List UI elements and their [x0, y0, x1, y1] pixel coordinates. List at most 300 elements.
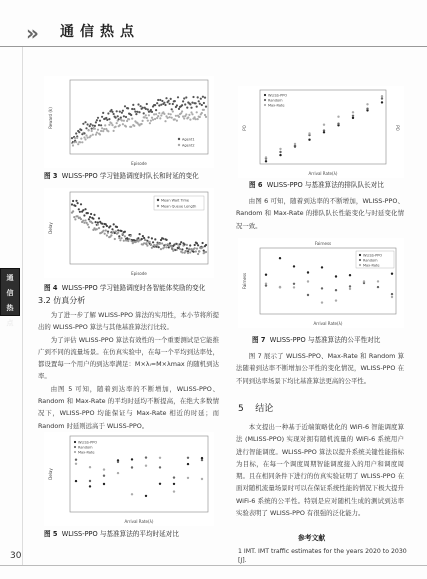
- paragraph: 本文提出一种基于近端策略优化的 WiFi-6 智能调度算法 (MLISS-PPO) 实现对拥有随机流量的 WiFi-6 系统用户进行智能调度。WLISS-PPO 算法以提升系统关键性能指标为目标，在每一个调度周期智能调度接入的用户和调度周期。且在相同条件下进行的仿真实验证明了 WLISS-PPO 在面对随机流量场景时可以在保证系统性能的情况下极大提升 WiFi-6 系统的公平性。特别是应对随机生成的测试到达率实验表明了 WLISS-PPO 有很强的泛化能力。: [236, 423, 404, 518]
- fig3-point-agent2: [188, 114, 190, 116]
- fig3-point-agent1: [116, 110, 118, 112]
- fig3-point-agent1: [102, 112, 104, 114]
- fig3-point-agent2: [163, 113, 165, 115]
- fig3-point-agent2: [142, 120, 144, 122]
- fig3-point-agent1: [143, 112, 145, 114]
- side-tab-char: 热: [6, 304, 14, 312]
- fig4-point-wait: [166, 239, 168, 241]
- fig3-point-agent1: [168, 100, 170, 102]
- fig3-point-agent1: [82, 123, 84, 125]
- fig3-point-agent2: [153, 113, 155, 115]
- fig3-point-agent2: [72, 144, 74, 146]
- fig6-point: [352, 117, 354, 119]
- paragraph: 为了进一步了解 WLISS-PPO 算法的实用性，本小节将所提出的 WLISS-PPO 算法与其他基准算法行比较。: [38, 311, 219, 332]
- fig3-point-agent1: [201, 104, 203, 106]
- chevron-double-right-icon: »: [26, 21, 33, 45]
- fig4-point-queue: [159, 243, 161, 245]
- fig6-legend: [264, 94, 287, 108]
- fig3-point-agent2: [122, 123, 124, 125]
- fig4-point-wait: [148, 236, 150, 238]
- fig4-point-wait: [72, 200, 74, 202]
- fig3-point-agent2: [159, 117, 161, 119]
- fig3-point-agent2: [131, 118, 133, 120]
- fig7-legend-1: WLISS-PPO: [363, 253, 383, 258]
- fig4-point-wait: [120, 230, 122, 232]
- fig3-point-agent1: [105, 117, 107, 119]
- reference-item: 1 IMT. IMT traffic estimates for the years 2020 to 2030 [J].: [238, 548, 407, 564]
- fig3-point-agent2: [87, 137, 89, 139]
- fig3-point-agent2: [97, 129, 99, 131]
- paragraph: 由图 6 可知，随着到达率的不断增加，WLISS-PPO、Random 和 Max-Rate 的排队队长性能变化与时延变化情况一致。: [236, 197, 404, 230]
- fig3-point-agent1: [145, 108, 147, 110]
- figure-4: [44, 188, 214, 278]
- fig3-point-agent2: [95, 134, 97, 136]
- fig4-point-queue: [128, 238, 130, 240]
- fig3-point-agent1: [113, 113, 115, 115]
- fig4-point-queue: [98, 227, 100, 229]
- fig6-point: [279, 151, 281, 153]
- fig3-legend-2: Agent2: [182, 143, 195, 148]
- fig4-point-queue: [186, 244, 188, 246]
- fig3-point-agent1: [132, 104, 134, 106]
- fig5-point: [201, 459, 203, 461]
- fig3-point-agent1: [165, 97, 167, 99]
- caption-num: 图 6: [249, 181, 263, 189]
- fig6-point: [337, 116, 339, 118]
- side-tab-char: 通: [6, 274, 14, 282]
- fig3-point-agent2: [79, 141, 81, 143]
- fig3-point-agent1: [118, 118, 120, 120]
- fig6-point: [279, 154, 281, 156]
- fig3-point-agent2: [181, 110, 183, 112]
- fig4-point-queue: [96, 228, 98, 230]
- fig3-point-agent1: [184, 103, 186, 105]
- fig3-point-agent1: [87, 123, 89, 125]
- fig3-point-agent2: [187, 116, 189, 118]
- fig7-xlabel: Arrival Rate(λ): [313, 321, 343, 326]
- fig3-point-agent1: [115, 117, 117, 119]
- fig4-point-wait: [88, 218, 90, 220]
- fig5-point: [103, 475, 105, 477]
- fig4-point-queue: [115, 230, 117, 232]
- fig5-legend: [74, 441, 97, 455]
- fig4-point-queue: [205, 251, 207, 253]
- fig3-point-agent1: [183, 97, 185, 99]
- fig6-legend-2: Random: [268, 98, 283, 103]
- fig3-point-agent2: [115, 126, 117, 128]
- fig4-point-queue: [117, 232, 119, 234]
- fig3-point-agent2: [130, 126, 132, 128]
- fig4-point-queue: [118, 237, 120, 239]
- fig3-point-agent2: [203, 109, 205, 111]
- fig3-point-agent1: [196, 106, 198, 108]
- fig3-point-agent1: [192, 96, 194, 98]
- fig3-point-agent2: [172, 110, 174, 112]
- fig4-xlabel: Episode: [131, 271, 147, 276]
- fig3-point-agent1: [169, 103, 171, 105]
- fig3-point-agent1: [176, 104, 178, 106]
- fig4-point-wait: [87, 212, 89, 214]
- fig3-point-agent1: [71, 137, 73, 139]
- fig3-point-agent1: [92, 124, 94, 126]
- fig4-point-wait: [152, 241, 154, 243]
- fig4-point-queue: [130, 235, 132, 237]
- fig6-legend-1: WLISS-PPO: [268, 93, 288, 98]
- fig7-point: [391, 296, 393, 298]
- fig4-point-queue: [146, 245, 148, 247]
- caption-text: WLISS-PPO 学习链路调度时各智能体奖励的变化: [61, 284, 206, 292]
- fig4-point-queue: [202, 246, 204, 248]
- fig3-point-agent2: [133, 125, 135, 127]
- fig3-point-agent1: [146, 103, 148, 105]
- fig3-point-agent1: [111, 111, 113, 113]
- fig7-ylabel: Fairness: [242, 272, 247, 290]
- fig3-point-agent2: [146, 117, 148, 119]
- fig3-point-agent1: [99, 120, 101, 122]
- fig6-point: [352, 111, 354, 113]
- fig4-point-wait: [90, 213, 92, 215]
- fig7-point: [279, 257, 281, 259]
- fig4-point-queue: [83, 222, 85, 224]
- fig4-point-queue: [104, 233, 106, 235]
- fig3-point-agent1: [155, 109, 157, 111]
- caption-text: WLISS-PPO 学习链路调度时队长和时延的变化: [61, 172, 199, 180]
- fig3-point-agent1: [158, 104, 160, 106]
- fig3-point-agent1: [91, 128, 93, 130]
- fig3-point-agent1: [178, 108, 180, 110]
- fig3-point-agent1: [198, 100, 200, 102]
- fig5-point: [173, 476, 175, 478]
- fig3-point-agent2: [80, 138, 82, 140]
- fig3-point-agent1: [186, 107, 188, 109]
- caption-num: 图 4: [44, 284, 58, 292]
- fig4-point-queue: [195, 250, 197, 252]
- fig3-point-agent1: [189, 103, 191, 105]
- fig4-point-queue: [194, 247, 196, 249]
- section-heading: 3.2 仿真分析: [38, 296, 86, 305]
- fig7-point: [377, 280, 379, 282]
- figure-4-chart: [44, 188, 214, 278]
- fig3-point-agent2: [174, 118, 176, 120]
- page-header: [0, 0, 427, 47]
- fig4-point-wait: [162, 238, 164, 240]
- fig3-point-agent2: [119, 124, 121, 126]
- figure-5-chart: [44, 432, 214, 526]
- fig6-ylabel: PO: [242, 125, 247, 131]
- fig7-point: [363, 280, 365, 282]
- fig3-point-agent2: [169, 116, 171, 118]
- fig3-point-agent1: [156, 102, 158, 104]
- fig3-point-agent2: [155, 113, 157, 115]
- fig4-point-queue: [120, 237, 122, 239]
- fig3-point-agent2: [104, 124, 106, 126]
- paragraph: 图 7 展示了 WLISS-PPO、Max-Rate 和 Random 算法随着到达率不断增加公平性的变化情况，WLISS-PPO 在不同到达率场景下均比基准算法更高的公平性。: [236, 352, 404, 385]
- fig3-point-agent1: [177, 96, 179, 98]
- fig4-point-queue: [179, 248, 181, 250]
- caption-text: WLISS-PPO 与基准算法的排队队长对比: [266, 181, 384, 189]
- header-rule: [0, 46, 427, 47]
- fig4-point-queue: [97, 224, 99, 226]
- fig3-point-agent2: [156, 117, 158, 119]
- fig3-point-agent2: [108, 124, 110, 126]
- fig4-point-wait: [84, 208, 86, 210]
- figure-7-chart: [238, 238, 404, 328]
- fig4-point-queue: [189, 251, 191, 253]
- fig7-point: [321, 301, 323, 303]
- fig7-point: [293, 265, 295, 267]
- fig4-point-wait: [92, 218, 94, 220]
- fig7-point: [293, 283, 295, 285]
- fig3-point-agent1: [101, 116, 103, 118]
- fig3-point-agent1: [137, 103, 139, 105]
- fig3-point-agent2: [151, 117, 153, 119]
- fig3-point-agent1: [142, 107, 144, 109]
- fig3-point-agent1: [172, 103, 174, 105]
- fig4-point-queue: [187, 252, 189, 254]
- fig3-point-agent2: [170, 113, 172, 115]
- fig6-point: [265, 160, 267, 162]
- fig5-point: [159, 466, 161, 468]
- fig4-point-wait: [101, 223, 103, 225]
- references-heading: 参考文献: [298, 534, 326, 542]
- fig3-point-agent1: [100, 124, 102, 126]
- fig3-point-agent2: [84, 138, 86, 140]
- fig3-point-agent2: [178, 116, 180, 118]
- fig4-point-wait: [169, 242, 171, 244]
- fig4-point-wait: [97, 221, 99, 223]
- fig4-point-queue: [105, 229, 107, 231]
- fig5-point: [187, 463, 189, 465]
- fig3-point-agent2: [85, 134, 87, 136]
- fig3-point-agent2: [76, 137, 78, 139]
- fig3-point-agent2: [116, 122, 118, 124]
- fig3-point-agent1: [154, 104, 156, 106]
- fig4-point-wait: [180, 241, 182, 243]
- fig3-point-agent2: [81, 141, 83, 143]
- fig4-legend-2: Mean Queue Length: [161, 204, 197, 209]
- fig3-point-agent1: [119, 111, 121, 113]
- fig3-point-agent1: [98, 124, 100, 126]
- fig4-point-wait: [111, 228, 113, 230]
- fig3-legend: [178, 138, 195, 148]
- fig3-point-agent2: [201, 112, 203, 114]
- fig3-point-agent2: [199, 116, 201, 118]
- column-title: 通信热点: [60, 24, 140, 40]
- figure-6-chart: [238, 86, 404, 178]
- fig5-point: [103, 468, 105, 470]
- fig3-point-agent1: [182, 100, 184, 102]
- fig3-point-agent1: [120, 117, 122, 119]
- fig7-point: [265, 274, 267, 276]
- fig4-point-queue: [197, 253, 199, 255]
- fig4-point-queue: [198, 251, 200, 253]
- caption-num: 图 7: [252, 336, 266, 344]
- fig3-point-agent2: [182, 115, 184, 117]
- fig3-point-agent1: [171, 108, 173, 110]
- fig3-point-agent2: [99, 133, 101, 135]
- fig3-point-agent1: [160, 104, 162, 106]
- fig4-point-wait: [184, 243, 186, 245]
- fig4-point-queue: [73, 216, 75, 218]
- fig4-point-wait: [116, 226, 118, 228]
- fig5-point: [173, 490, 175, 492]
- fig7-point: [293, 286, 295, 288]
- fig7-point: [349, 288, 351, 290]
- fig4-point-wait: [143, 237, 145, 239]
- figure-3-chart: [44, 76, 214, 168]
- fig3-point-agent2: [77, 143, 79, 145]
- figure-6-caption: [249, 181, 384, 190]
- fig4-point-wait: [137, 237, 139, 239]
- fig4-point-queue: [185, 250, 187, 252]
- fig3-xlabel: Episode: [131, 161, 147, 166]
- figure-5-caption: [44, 530, 179, 539]
- fig3-point-agent2: [150, 120, 152, 122]
- fig3-point-agent2: [83, 136, 85, 138]
- fig3-point-agent1: [200, 98, 202, 100]
- fig3-point-agent1: [170, 98, 172, 100]
- fig3-point-agent1: [121, 112, 123, 114]
- fig5-point: [201, 478, 203, 480]
- fig3-point-agent1: [134, 111, 136, 113]
- fig3-point-agent1: [163, 102, 165, 104]
- figure-7: [238, 238, 404, 328]
- fig3-point-agent1: [197, 96, 199, 98]
- fig5-point: [131, 458, 133, 460]
- fig4-point-wait: [74, 205, 76, 207]
- fig7-point: [307, 294, 309, 296]
- fig4-point-queue: [119, 239, 121, 241]
- fig4-point-wait: [186, 247, 188, 249]
- fig5-legend-3: Max-Rate: [78, 450, 95, 455]
- fig5-point: [75, 480, 77, 482]
- fig6-point: [366, 103, 368, 105]
- fig3-point-agent2: [90, 135, 92, 137]
- fig4-point-queue: [163, 246, 165, 248]
- fig3-point-agent1: [174, 100, 176, 102]
- fig3-point-agent2: [149, 122, 151, 124]
- fig3-point-agent2: [195, 118, 197, 120]
- fig4-point-queue: [188, 248, 190, 250]
- fig4-point-wait: [141, 238, 143, 240]
- fig3-point-agent2: [107, 130, 109, 132]
- fig4-point-wait: [154, 238, 156, 240]
- heading-num: 5: [238, 404, 244, 414]
- fig4-point-wait: [98, 217, 100, 219]
- fig3-point-agent1: [138, 111, 140, 113]
- fig7-legend-3: Max-Rate: [363, 263, 380, 268]
- fig4-point-wait: [142, 235, 144, 237]
- fig3-point-agent1: [202, 96, 204, 98]
- fig3-point-agent1: [161, 100, 163, 102]
- fig4-point-queue: [127, 240, 129, 242]
- figure-4-caption: [44, 284, 205, 293]
- fig4-point-queue: [107, 232, 109, 234]
- side-tab: [0, 268, 20, 327]
- fig7-point: [307, 280, 309, 282]
- fig4-point-queue: [160, 248, 162, 250]
- fig5-point: [145, 465, 147, 467]
- fig6-point: [294, 143, 296, 145]
- fig5-point: [89, 466, 91, 468]
- fig3-point-agent1: [191, 102, 193, 104]
- fig5-point: [75, 463, 77, 465]
- fig4-point-wait: [181, 248, 183, 250]
- fig3-point-agent1: [125, 116, 127, 118]
- fig6-point: [323, 124, 325, 126]
- fig3-point-agent1: [133, 108, 135, 110]
- fig4-point-wait: [124, 231, 126, 233]
- figure-3: [44, 76, 214, 168]
- fig3-point-agent2: [74, 137, 76, 139]
- side-tab-char: 信: [6, 289, 14, 297]
- fig4-point-wait: [95, 221, 97, 223]
- fig4-point-queue: [164, 244, 166, 246]
- fig4-point-wait: [196, 242, 198, 244]
- fig7-point: [307, 271, 309, 273]
- fig3-point-agent2: [144, 116, 146, 118]
- fig4-point-wait: [77, 202, 79, 204]
- fig3-point-agent1: [117, 115, 119, 117]
- right-paragraph-1: [236, 195, 404, 232]
- fig5-ylabel: Delay: [48, 468, 53, 480]
- fig3-point-agent1: [97, 117, 99, 119]
- fig5-point: [131, 493, 133, 495]
- fig3-point-agent2: [100, 130, 102, 132]
- fig5-legend-2: Random: [78, 445, 93, 450]
- fig6-point: [265, 156, 267, 158]
- fig3-point-agent1: [151, 111, 153, 113]
- fig4-point-wait: [179, 243, 181, 245]
- fig3-point-agent1: [190, 107, 192, 109]
- fig3-point-agent1: [131, 108, 133, 110]
- fig3-point-agent1: [203, 102, 205, 104]
- fig3-point-agent1: [124, 105, 126, 107]
- fig3-point-agent1: [135, 113, 137, 115]
- fig3-point-agent2: [113, 130, 115, 132]
- fig7-point: [349, 274, 351, 276]
- fig4-point-queue: [166, 246, 168, 248]
- caption-text: WLISS-PPO 与基准算法的公平性对比: [269, 336, 381, 344]
- fig4-point-queue: [124, 235, 126, 237]
- fig6-point: [308, 139, 310, 141]
- fig4-point-wait: [79, 211, 81, 213]
- fig3-point-agent2: [148, 114, 150, 116]
- fig3-point-agent1: [181, 104, 183, 106]
- paragraph: 为了评估 WLISS-PPO 算法有效性的一个重要测试是它能推广到不同的流量场景。在仿真实验中，在每一个平均到达率处，都设置每一个用户的到达率满足：M×λᵢ=M×λmax 的随机到达率。: [38, 335, 219, 381]
- fig3-point-agent2: [164, 120, 166, 122]
- fig6-point: [381, 95, 383, 97]
- fig4-point-queue: [161, 242, 163, 244]
- fig4-point-queue: [91, 222, 93, 224]
- paragraph: 由图 5 可知，随着到达率的不断增加，WLISS-PPO、Random 和 Max-Rate 的平均时延均不断提高，在绝大多数情况下，WLISS-PPO 均能保证与 Max-Rate 相近的时延；而 Random 时延则远高于 WLISS-PPO。: [38, 384, 219, 430]
- fig6-point: [366, 108, 368, 110]
- fig5-point: [145, 456, 147, 458]
- fig4-legend-1: Mean Wait Time: [161, 198, 190, 203]
- fig3-point-agent2: [160, 114, 162, 116]
- fig3-point-agent1: [127, 107, 129, 109]
- fig3-point-agent2: [92, 134, 94, 136]
- fig4-ylabel: Delay: [48, 222, 53, 234]
- fig4-point-wait: [82, 209, 84, 211]
- section-5-body: [236, 421, 404, 519]
- fig4-point-queue: [145, 242, 147, 244]
- fig3-point-agent2: [102, 130, 104, 132]
- fig7-point: [265, 283, 267, 285]
- fig3-point-agent2: [128, 118, 130, 120]
- fig5-point: [75, 459, 77, 461]
- fig6-point: [308, 132, 310, 134]
